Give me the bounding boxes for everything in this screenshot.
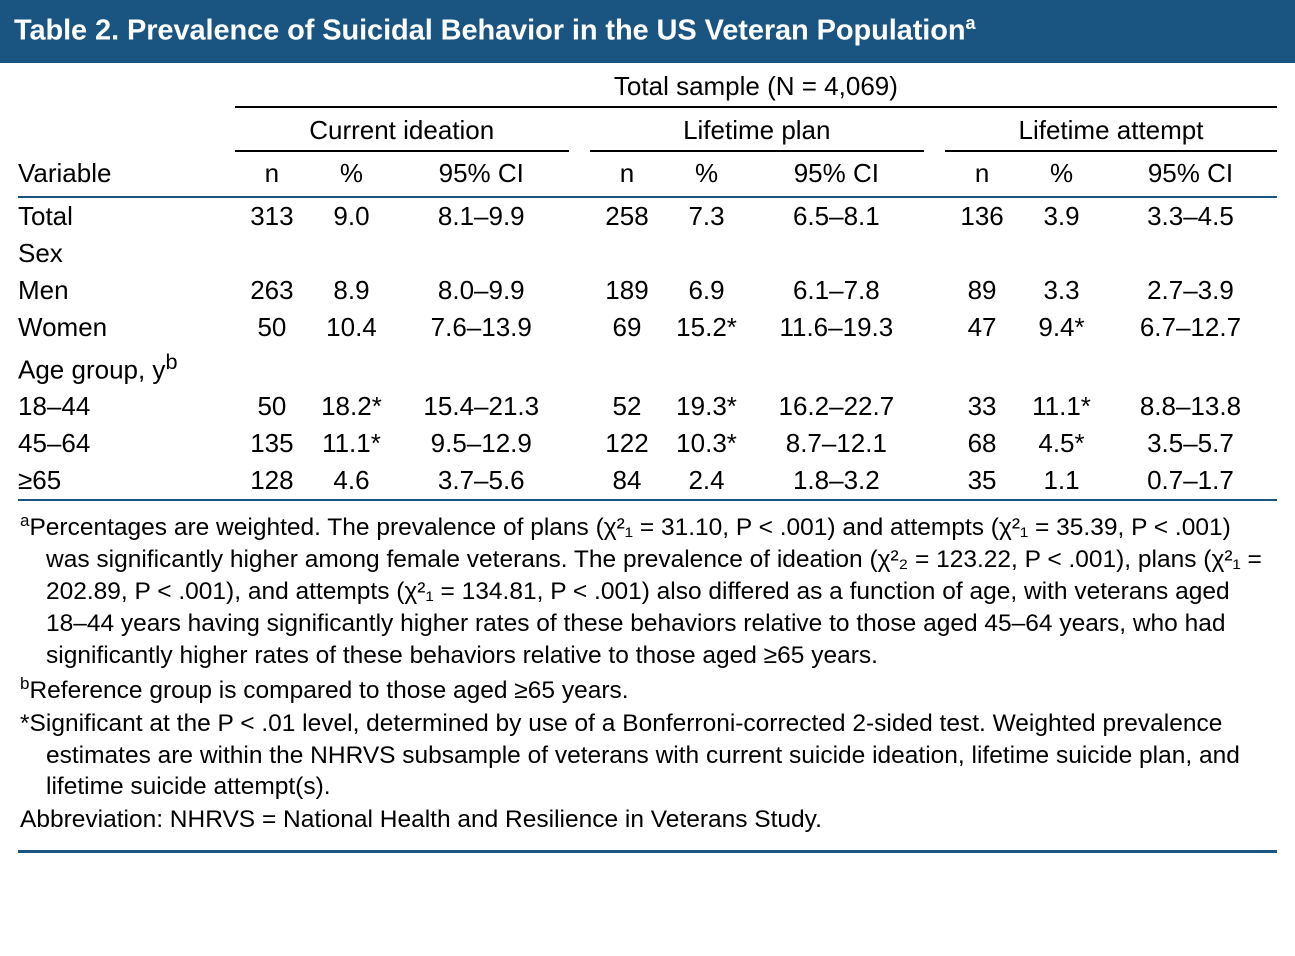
footnotes-block (18, 501, 1277, 836)
cell: 89 (967, 274, 997, 305)
cell (235, 346, 309, 389)
spacer-cell (924, 197, 945, 235)
cell: 6.1–7.8 (792, 274, 880, 305)
table-row (18, 462, 1277, 500)
cell: 84 (590, 462, 664, 500)
column-header-ci-1: 95% CI (394, 151, 569, 197)
footnote-abbreviation (20, 804, 1275, 836)
table-row (18, 272, 1277, 309)
column-header-n-1: n (235, 151, 309, 197)
cell: 6.5–8.1 (792, 200, 880, 231)
spacer-cell (924, 235, 945, 272)
header-row-columns (18, 151, 1277, 197)
cell: 3.7–5.6 (394, 462, 569, 500)
cell (235, 235, 309, 272)
header-row-total-sample (18, 63, 1277, 107)
footnote-text: Percentages are weighted. The prevalence of plans (χ²₁ = 31.10, P < .001) and attempts (χ²₁ = 35.39, P < .001) was significantly higher among female veterans. The prevalence of ideation (χ²₂ = 123.22, P < .001), plans (χ²₁ = 202.89, P < .001), and attempts (χ²₁ = 134.81, P < .001) also differed as a function of age, with veterans aged 18–44 years having significantly higher rates of these behaviors relative to those aged 45–64 years, who had significantly higher rates of these behaviors relative to those aged ≥65 years. (29, 514, 1262, 669)
spacer-cell (569, 425, 590, 462)
row-label: Women (18, 311, 108, 342)
cell (664, 235, 749, 272)
cell (1104, 346, 1277, 389)
cell: 50 (257, 311, 287, 342)
footnote-text: Significant at the P < .01 level, determined by use of a Bonferroni-corrected 2-sided test. Weighted prevalence estimates are within the NHRVS subsample of veterans with current suicide ideation, lifetime suicide plan, and lifetime suicide attempt(s). (29, 709, 1240, 801)
cell: 7.3 (688, 200, 725, 231)
cell: 1.1 (1019, 462, 1104, 500)
cell: 3.9 (1043, 200, 1080, 231)
row-label (18, 346, 235, 389)
cell: 47 (967, 311, 997, 342)
cell (1019, 235, 1104, 272)
cell (1019, 346, 1104, 389)
spacer-cell (569, 346, 590, 389)
cell: 4.5* (1038, 428, 1085, 459)
cell (664, 346, 749, 389)
column-header-n-2: n (590, 151, 664, 197)
cell: 50 (257, 391, 287, 422)
row-label-text: Age group, y (18, 354, 166, 385)
cell: 3.5–5.7 (1147, 428, 1234, 459)
row-label: Men (18, 274, 69, 305)
cell: 8.1–9.9 (437, 200, 525, 231)
cell (749, 235, 924, 272)
cell: 11.6–19.3 (779, 311, 894, 342)
cell (309, 346, 394, 389)
column-header-variable: Variable (18, 151, 235, 197)
cell: 35 (945, 462, 1019, 500)
cell: 7.6–13.9 (430, 311, 532, 342)
cell: 136 (960, 200, 1004, 231)
table-row (18, 425, 1277, 462)
bottom-rule (18, 850, 1277, 853)
cell: 52 (612, 391, 642, 422)
footnote-text: Abbreviation: NHRVS = National Health and Resilience in Veterans Study. (20, 806, 822, 834)
cell: 8.7–12.1 (785, 428, 887, 459)
cell: 189 (605, 274, 649, 305)
cell: 69 (612, 311, 642, 342)
spacer-cell (924, 346, 945, 389)
cell: 9.5–12.9 (430, 428, 532, 459)
spacer-cell (924, 151, 945, 197)
cell: 68 (967, 428, 997, 459)
cell: 19.3* (676, 391, 737, 422)
cell: 2.4 (664, 462, 749, 500)
table-row (18, 235, 1277, 272)
spacer-cell (569, 309, 590, 346)
cell: 9.0 (333, 200, 370, 231)
row-label: 45–64 (18, 428, 91, 459)
cell (309, 235, 394, 272)
cell: 9.4* (1038, 311, 1085, 342)
cell: 313 (250, 200, 294, 231)
spacer-cell (569, 235, 590, 272)
cell: 263 (250, 274, 294, 305)
table-row (18, 309, 1277, 346)
row-label: Total (18, 200, 73, 231)
column-header-ci-2: 95% CI (749, 151, 924, 197)
prevalence-table (18, 63, 1277, 502)
cell: 10.3* (676, 428, 737, 459)
footnote-marker: a (20, 511, 30, 531)
cell (749, 346, 924, 389)
cell: 3.3–4.5 (1147, 200, 1234, 231)
cell: 122 (605, 428, 649, 459)
group-header-current-ideation: Current ideation (235, 107, 569, 151)
cell (394, 235, 569, 272)
row-label: ≥65 (18, 462, 235, 500)
cell: 8.8–13.8 (1139, 391, 1242, 422)
spacer-cell (924, 107, 945, 151)
column-header-ci-3: 95% CI (1104, 151, 1277, 197)
spacer-cell (569, 272, 590, 309)
cell: 3.3 (1043, 274, 1080, 305)
spacer-cell (924, 388, 945, 425)
cell: 8.0–9.9 (437, 274, 525, 305)
cell: 33 (967, 391, 997, 422)
column-header-n-3: n (945, 151, 1019, 197)
table-title-text: Table 2. Prevalence of Suicidal Behavior in the US Veteran Population (14, 14, 966, 47)
cell: 1.8–3.2 (749, 462, 924, 500)
cell: 18.2* (321, 391, 382, 422)
cell: 11.1* (1032, 391, 1091, 422)
column-header-pct-1: % (309, 151, 394, 197)
group-header-lifetime-attempt: Lifetime attempt (945, 107, 1277, 151)
column-header-pct-3: % (1019, 151, 1104, 197)
cell: 4.6 (309, 462, 394, 500)
spacer-cell (569, 197, 590, 235)
cell: 16.2–22.7 (778, 391, 895, 422)
cell (590, 346, 664, 389)
footnote-b (20, 673, 1275, 707)
footnote-marker: * (20, 709, 30, 737)
spacer-cell (18, 107, 235, 151)
row-label: Sex (18, 237, 63, 268)
spacer-cell (569, 107, 590, 151)
cell: 8.9 (333, 274, 370, 305)
cell: 10.4 (326, 311, 377, 342)
cell: 6.7–12.7 (1139, 311, 1242, 342)
footnote-text: Reference group is compared to those aged ≥65 years. (29, 676, 629, 704)
cell: 135 (250, 428, 294, 459)
table-row (18, 197, 1277, 235)
spacer-cell (924, 309, 945, 346)
cell: 258 (605, 200, 649, 231)
table-container (0, 63, 1295, 836)
footnote-a (20, 510, 1275, 671)
table-row (18, 346, 1277, 389)
spacer-cell (18, 63, 235, 107)
table-body (18, 197, 1277, 501)
total-sample-header: Total sample (N = 4,069) (235, 63, 1277, 107)
cell (945, 346, 1019, 389)
cell: 128 (235, 462, 309, 500)
spacer-cell (569, 388, 590, 425)
row-label: 18–44 (18, 391, 91, 422)
column-header-pct-2: % (664, 151, 749, 197)
group-header-lifetime-plan: Lifetime plan (590, 107, 924, 151)
cell (945, 235, 1019, 272)
spacer-cell (569, 151, 590, 197)
footnote-marker: b (20, 673, 30, 693)
cell: 6.9 (688, 274, 725, 305)
header-row-groups (18, 107, 1277, 151)
spacer-cell (924, 425, 945, 462)
cell (1104, 235, 1277, 272)
table-title-footnote-marker: a (965, 13, 976, 33)
spacer-cell (924, 462, 945, 500)
cell: 15.4–21.3 (423, 391, 540, 422)
spacer-cell (569, 462, 590, 500)
footnote-asterisk (20, 708, 1275, 804)
row-label-footnote-marker: b (165, 348, 178, 374)
cell (590, 235, 664, 272)
cell: 2.7–3.9 (1147, 274, 1234, 305)
cell: 0.7–1.7 (1104, 462, 1277, 500)
cell: 11.1* (322, 428, 381, 459)
table-title-bar (0, 0, 1295, 63)
cell: 15.2* (676, 311, 737, 342)
cell (394, 346, 569, 389)
table-row (18, 388, 1277, 425)
spacer-cell (924, 272, 945, 309)
